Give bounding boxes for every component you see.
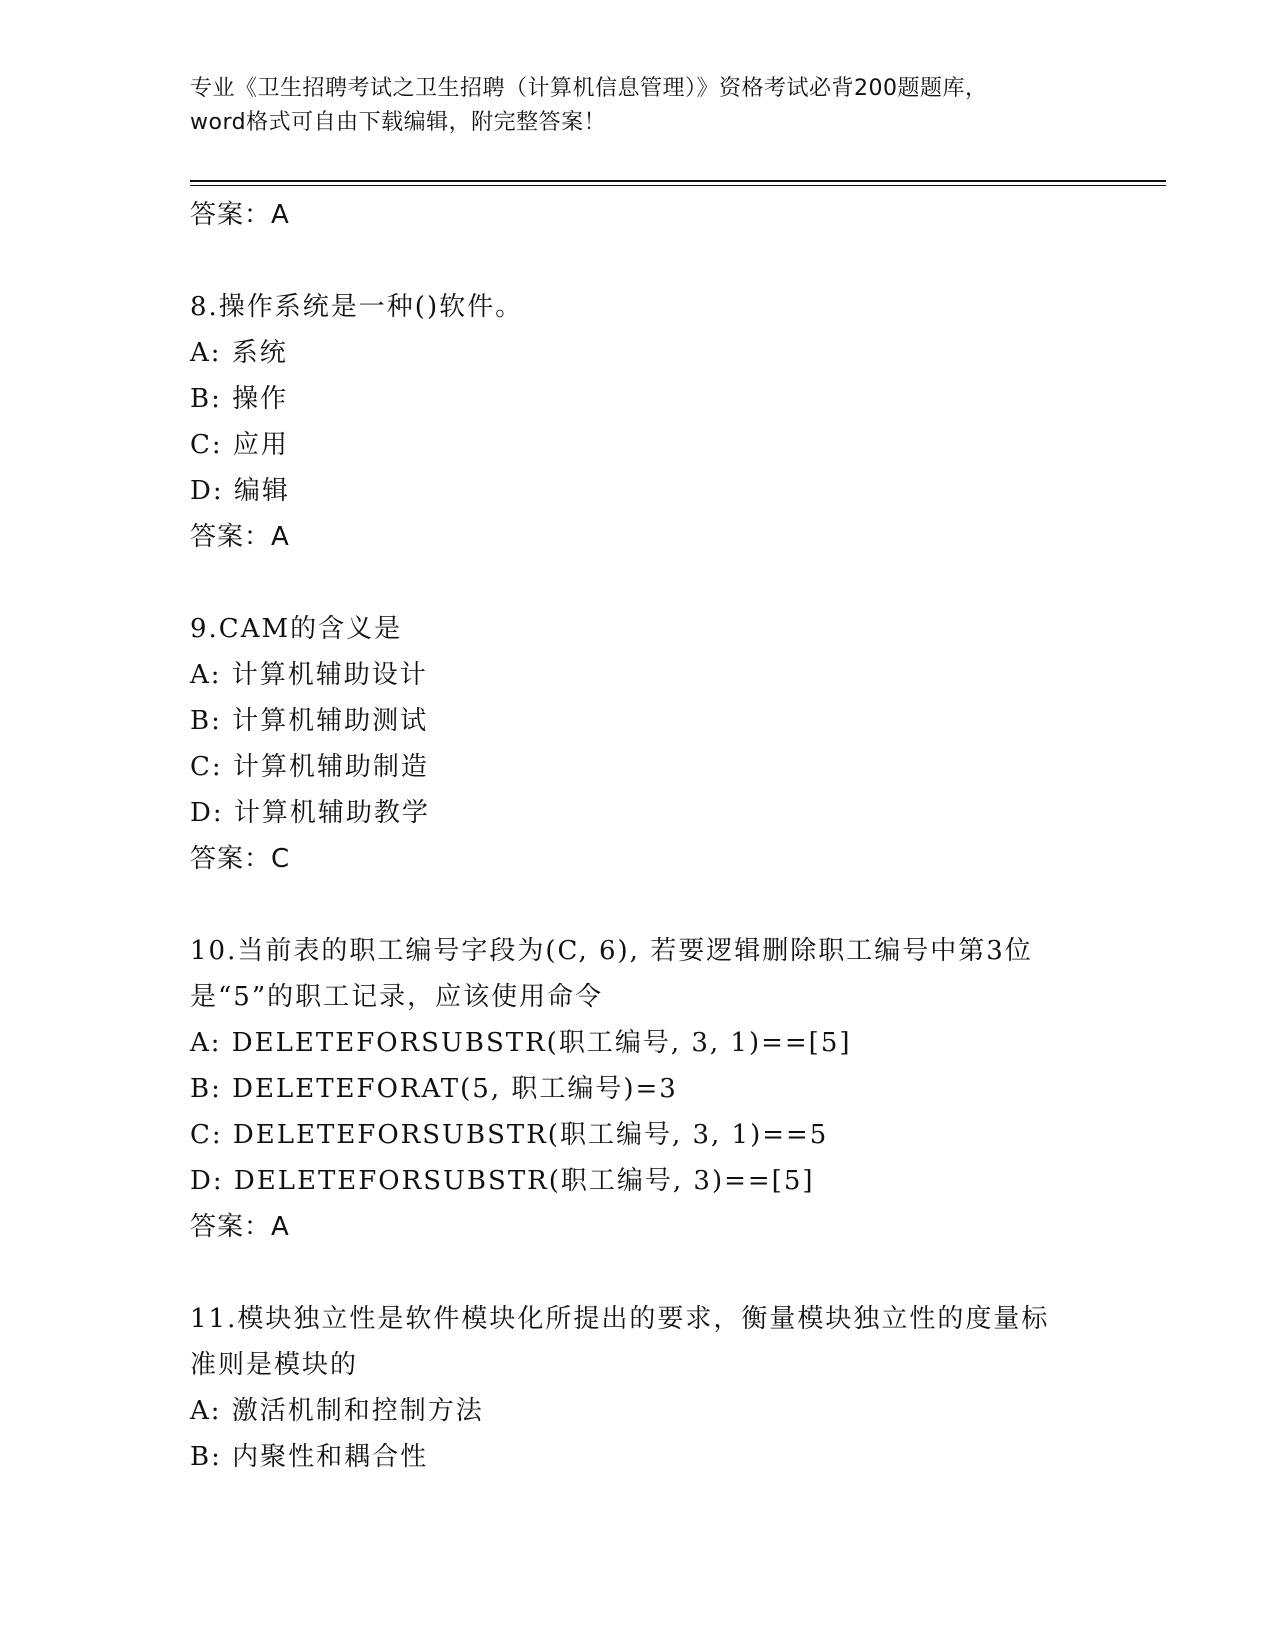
option-b: B: DELETEFORAT(5, 职工编号)=3 bbox=[190, 1074, 678, 1104]
answer-line: 答案：A bbox=[190, 522, 290, 552]
document-body bbox=[190, 192, 1090, 1480]
question-stem: 8.操作系统是一种()软件。 bbox=[190, 292, 524, 322]
option-b: B: 内聚性和耦合性 bbox=[190, 1442, 429, 1472]
header-line-2: word格式可自由下载编辑，附完整答案！ bbox=[190, 110, 607, 135]
question-block bbox=[190, 284, 1090, 560]
option-b: B: 计算机辅助测试 bbox=[190, 706, 429, 736]
spacer bbox=[190, 1250, 1090, 1296]
option-a: A: 激活机制和控制方法 bbox=[190, 1396, 484, 1426]
spacer bbox=[190, 882, 1090, 928]
question-block bbox=[190, 1296, 1090, 1480]
question-stem: 10.当前表的职工编号字段为(C, 6), 若要逻辑删除职工编号中第3位 bbox=[190, 936, 1033, 966]
option-d: D: 计算机辅助教学 bbox=[190, 798, 430, 828]
spacer bbox=[190, 560, 1090, 606]
answer-line: 答案：C bbox=[190, 844, 291, 874]
header-line-1: 专业《卫生招聘考试之卫生招聘（计算机信息管理）》资格考试必背200题题库， bbox=[190, 76, 988, 101]
spacer bbox=[190, 238, 1090, 284]
option-c: C: 应用 bbox=[190, 430, 289, 460]
option-c: C: DELETEFORSUBSTR(职工编号, 3, 1)==5 bbox=[190, 1120, 829, 1150]
option-d: D: DELETEFORSUBSTR(职工编号, 3)==[5] bbox=[190, 1166, 815, 1196]
option-d: D: 编辑 bbox=[190, 476, 290, 506]
header-rule-thin bbox=[190, 185, 1166, 186]
question-block bbox=[190, 928, 1090, 1250]
page-header bbox=[190, 72, 1070, 140]
option-a: A: DELETEFORSUBSTR(职工编号, 3, 1)==[5] bbox=[190, 1028, 852, 1058]
question-stem-continued: 是“5”的职工记录，应该使用命令 bbox=[190, 982, 604, 1012]
option-a: A: 系统 bbox=[190, 338, 288, 368]
option-c: C: 计算机辅助制造 bbox=[190, 752, 429, 782]
question-stem-continued: 准则是模块的 bbox=[190, 1350, 359, 1380]
option-a: A: 计算机辅助设计 bbox=[190, 660, 428, 690]
question-stem: 11.模块独立性是软件模块化所提出的要求，衡量模块独立性的度量标 bbox=[190, 1304, 1050, 1334]
option-b: B: 操作 bbox=[190, 384, 289, 414]
answer-line: 答案：A bbox=[190, 1212, 290, 1242]
header-rule-thick bbox=[190, 180, 1166, 182]
answer-line: 答案：A bbox=[190, 200, 290, 230]
question-stem: 9.CAM的含义是 bbox=[190, 614, 403, 644]
question-block bbox=[190, 606, 1090, 882]
